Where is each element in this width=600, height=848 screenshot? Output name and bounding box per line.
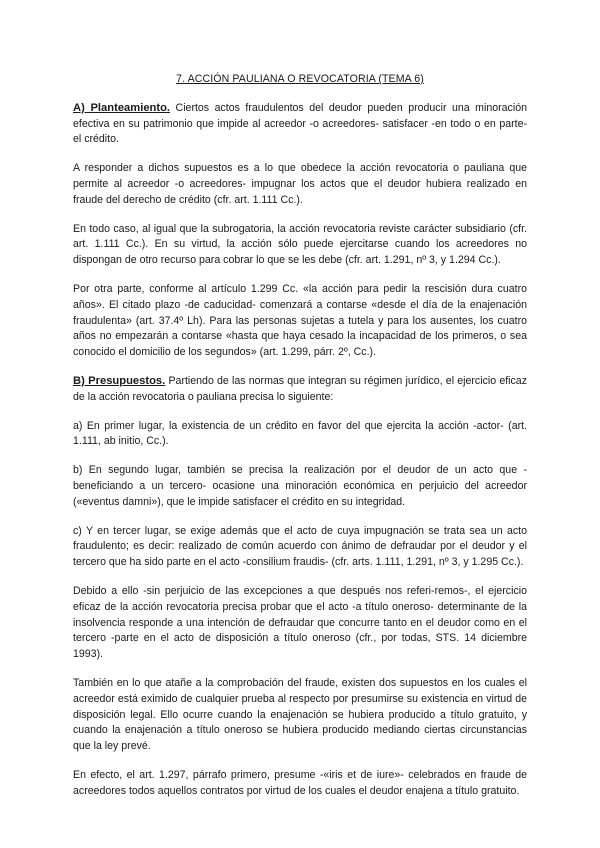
paragraph-a2: A responder a dichos supuestos es a lo que obedece la acción revocatoria o pauliana que permite al acreedor -o acreedores- impugnar los actos que el deudor hubiera realizado en fraude del derecho de crédito (cfr. art. 1.111 Cc.).: [73, 162, 527, 206]
section-b-heading: B) Presupuestos.: [73, 374, 166, 387]
paragraph-a3: En todo caso, al igual que la subrogatoria, la acción revocatoria reviste carácter subsidiario (cfr. art. 1.111 Cc.). En su virtud, la acción sólo puede ejercitarse cuando los acreedores no dispongan de otro recurso para cobrar lo que se les debe (cfr. art. 1.291, nº 3, y 1.294 Cc.).: [73, 222, 527, 267]
list-item-c: c) Y en tercer lugar, se exige además que el acto de cuya impugnación se trata sea un acto fraudulento; es decir: realizado de común acuerdo con ánimo de defraudar por el deudor y el tercero que ha sido parte en el acto -consilium fraudis- (cfr. arts. 1.111, 1.291, nº 3, y 1.295 Cc.).: [73, 524, 527, 569]
paragraph-a4: Por otra parte, conforme al artículo 1.299 Cc. «la acción para pedir la rescisión dura cuatro años». El citado plazo -de caducidad- comenzará a contarse «desde el día de la enajenación fraudulenta» (art. 37.4º Lh). Para las personas sujetas a tutela y para los ausentes, los cuatro años no empezarán a contarse «hasta que haya cesado la incapacidad de los primeros, o sea conocido el domicilio de los segundos» (art. 1.299, párr. 2º, Cc.).: [73, 282, 527, 359]
paragraph-b7: En efecto, el art. 1.297, párrafo primero, presume -«iris et de iure»- celebrados en fraude de acreedores todos aquellos contratos por virtud de los cuales el deudor enajena a título gratuito.: [73, 768, 527, 797]
list-item-b: b) En segundo lugar, también se precisa la realización por el deudor de un acto que -beneficiando a un tercero- ocasione una minoración económica en perjuicio del acreedor («eventus damni»), que le impide satisfacer el crédito en su integridad.: [73, 464, 527, 508]
paragraph-b5: Debido a ello -sin perjuicio de las excepciones a que después nos referi-remos-, el ejercicio eficaz de la acción revocatoria precisa probar que el acto -a título oneroso- determinante de la insolvencia responde a una intención de defraudar que concurre tanto en el deudor como en el tercero -parte en el acto de disposición a título oneroso (cfr., por todas, STS. 14 diciembre 1993).: [73, 584, 527, 661]
list-item-a: a) En primer lugar, la existencia de un crédito en favor del que ejercita la acción -actor- (art. 1.111, ab initio, Cc.).: [73, 419, 527, 448]
document-title: 7. ACCIÓN PAULIANA O REVOCATORIA (TEMA 6): [176, 73, 424, 85]
section-a-text: Ciertos actos fraudulentos del deudor pueden producir una minoración efectiva en su patrimonio que impide al acreedor -o acreedores- satisfacer -en todo o en parte- el crédito.: [73, 101, 527, 146]
section-b-paragraph: [73, 374, 527, 406]
section-a-heading: A) Planteamiento.: [73, 101, 171, 114]
section-b-text: Partiendo de las normas que integran su régimen jurídico, el ejercicio eficaz de la acción revocatoria o pauliana precisa lo siguiente:: [73, 374, 527, 403]
section-a-paragraph: [73, 101, 527, 148]
paragraph-b6: También en lo que atañe a la comprobación del fraude, existen dos supuestos en los cuales el acreedor está eximido de cualquier prueba al respecto por presumirse su existencia en virtud de disposición legal. Ello ocurre cuando la enajenación se hubiera producido a título gratuito, y cuando la enajenación a título oneroso se hubiera producido mediando ciertas circunstancias que la ley prevé.: [73, 676, 527, 753]
